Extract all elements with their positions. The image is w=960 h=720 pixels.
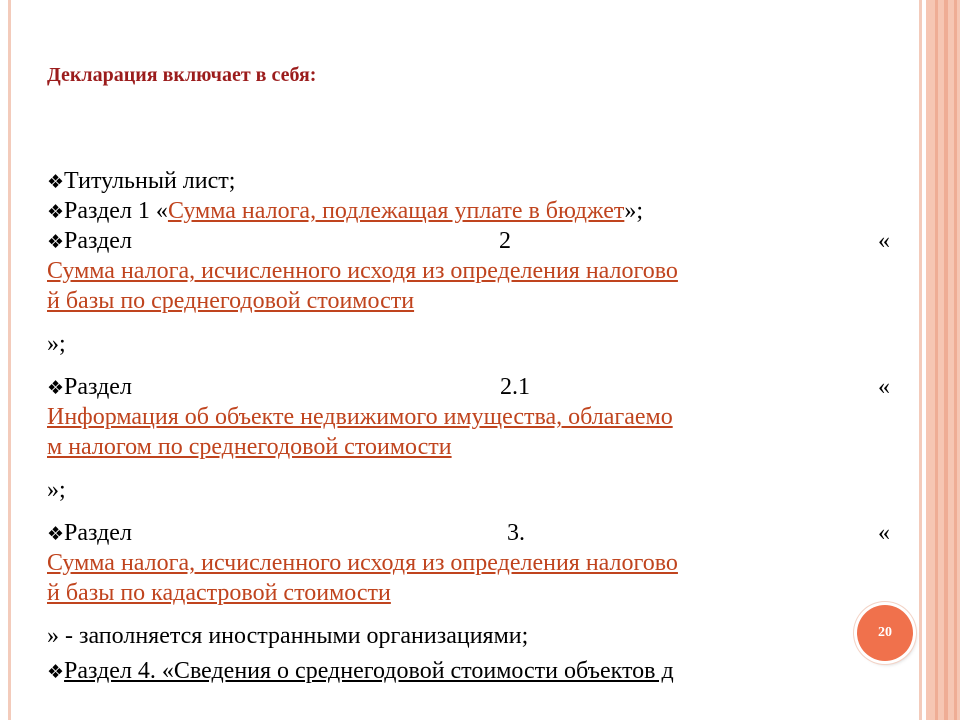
bullet-icon: ❖: [47, 377, 65, 399]
slide-frame-stripe: [944, 0, 948, 720]
slide-frame-stripe: [935, 0, 938, 720]
list-item: [47, 518, 890, 548]
section-3-link[interactable]: Сумма налога, исчисленного исходя из определения налогово: [47, 550, 678, 576]
list-item-continuation: [47, 432, 890, 462]
open-quote: «: [878, 228, 890, 254]
bullet-icon: ❖: [47, 201, 65, 223]
section-2-1-link[interactable]: Информация об объекте недвижимого имущества, облагаемо: [47, 404, 673, 430]
section-word: Раздел: [64, 374, 132, 400]
list-item-prefix: Раздел 1 «: [64, 198, 168, 224]
section-number: 2.1: [500, 374, 530, 400]
slide-frame-stripe: [954, 0, 957, 720]
list-item: [47, 166, 890, 196]
list-item-continuation: [47, 621, 890, 651]
section-4-link[interactable]: Раздел 4. «Сведения о среднегодовой стоимости объектов д: [64, 658, 674, 684]
list-item-continuation: [47, 475, 890, 505]
bullet-icon: ❖: [47, 171, 65, 193]
section-2-1-link-continued[interactable]: м налогом по среднегодовой стоимости: [47, 434, 452, 460]
list-item-suffix: » - заполняется иностранными организациями;: [47, 623, 529, 649]
slide-content: [47, 166, 890, 686]
bullet-icon: ❖: [47, 523, 65, 545]
list-item: [47, 226, 890, 256]
section-2-link[interactable]: Сумма налога, исчисленного исходя из определения налогово: [47, 258, 678, 284]
section-2-link-continued[interactable]: й базы по среднегодовой стоимости: [47, 288, 415, 314]
list-item: [47, 196, 890, 226]
open-quote: «: [878, 374, 890, 400]
list-item: [47, 372, 890, 402]
slide-frame-right-inner: [919, 0, 922, 720]
section-number: 2: [499, 228, 511, 254]
bullet-icon: ❖: [47, 661, 65, 683]
list-item: [47, 656, 890, 686]
section-1-link[interactable]: Сумма налога, подлежащая уплате в бюджет: [167, 198, 625, 224]
list-item-continuation: [47, 578, 890, 608]
list-item-continuation: [47, 256, 890, 286]
list-item-text: Титульный лист;: [64, 168, 236, 194]
open-quote: «: [878, 520, 890, 546]
list-item-continuation: [47, 329, 890, 359]
slide-frame-left: [8, 0, 11, 720]
section-3-link-continued[interactable]: й базы по кадастровой стоимости: [47, 580, 391, 606]
list-item-suffix: »;: [624, 198, 644, 224]
list-item-suffix: »;: [47, 331, 66, 357]
section-word: Раздел: [64, 228, 132, 254]
list-item-continuation: [47, 286, 890, 316]
list-item-continuation: [47, 548, 890, 578]
list-item-suffix: »;: [47, 477, 66, 503]
section-word: Раздел: [64, 520, 132, 546]
slide-heading: Декларация включает в себя:: [47, 64, 317, 86]
list-item-continuation: [47, 402, 890, 432]
bullet-icon: ❖: [47, 231, 65, 253]
page-number-badge: 20: [857, 605, 913, 661]
section-number: 3.: [507, 520, 525, 546]
